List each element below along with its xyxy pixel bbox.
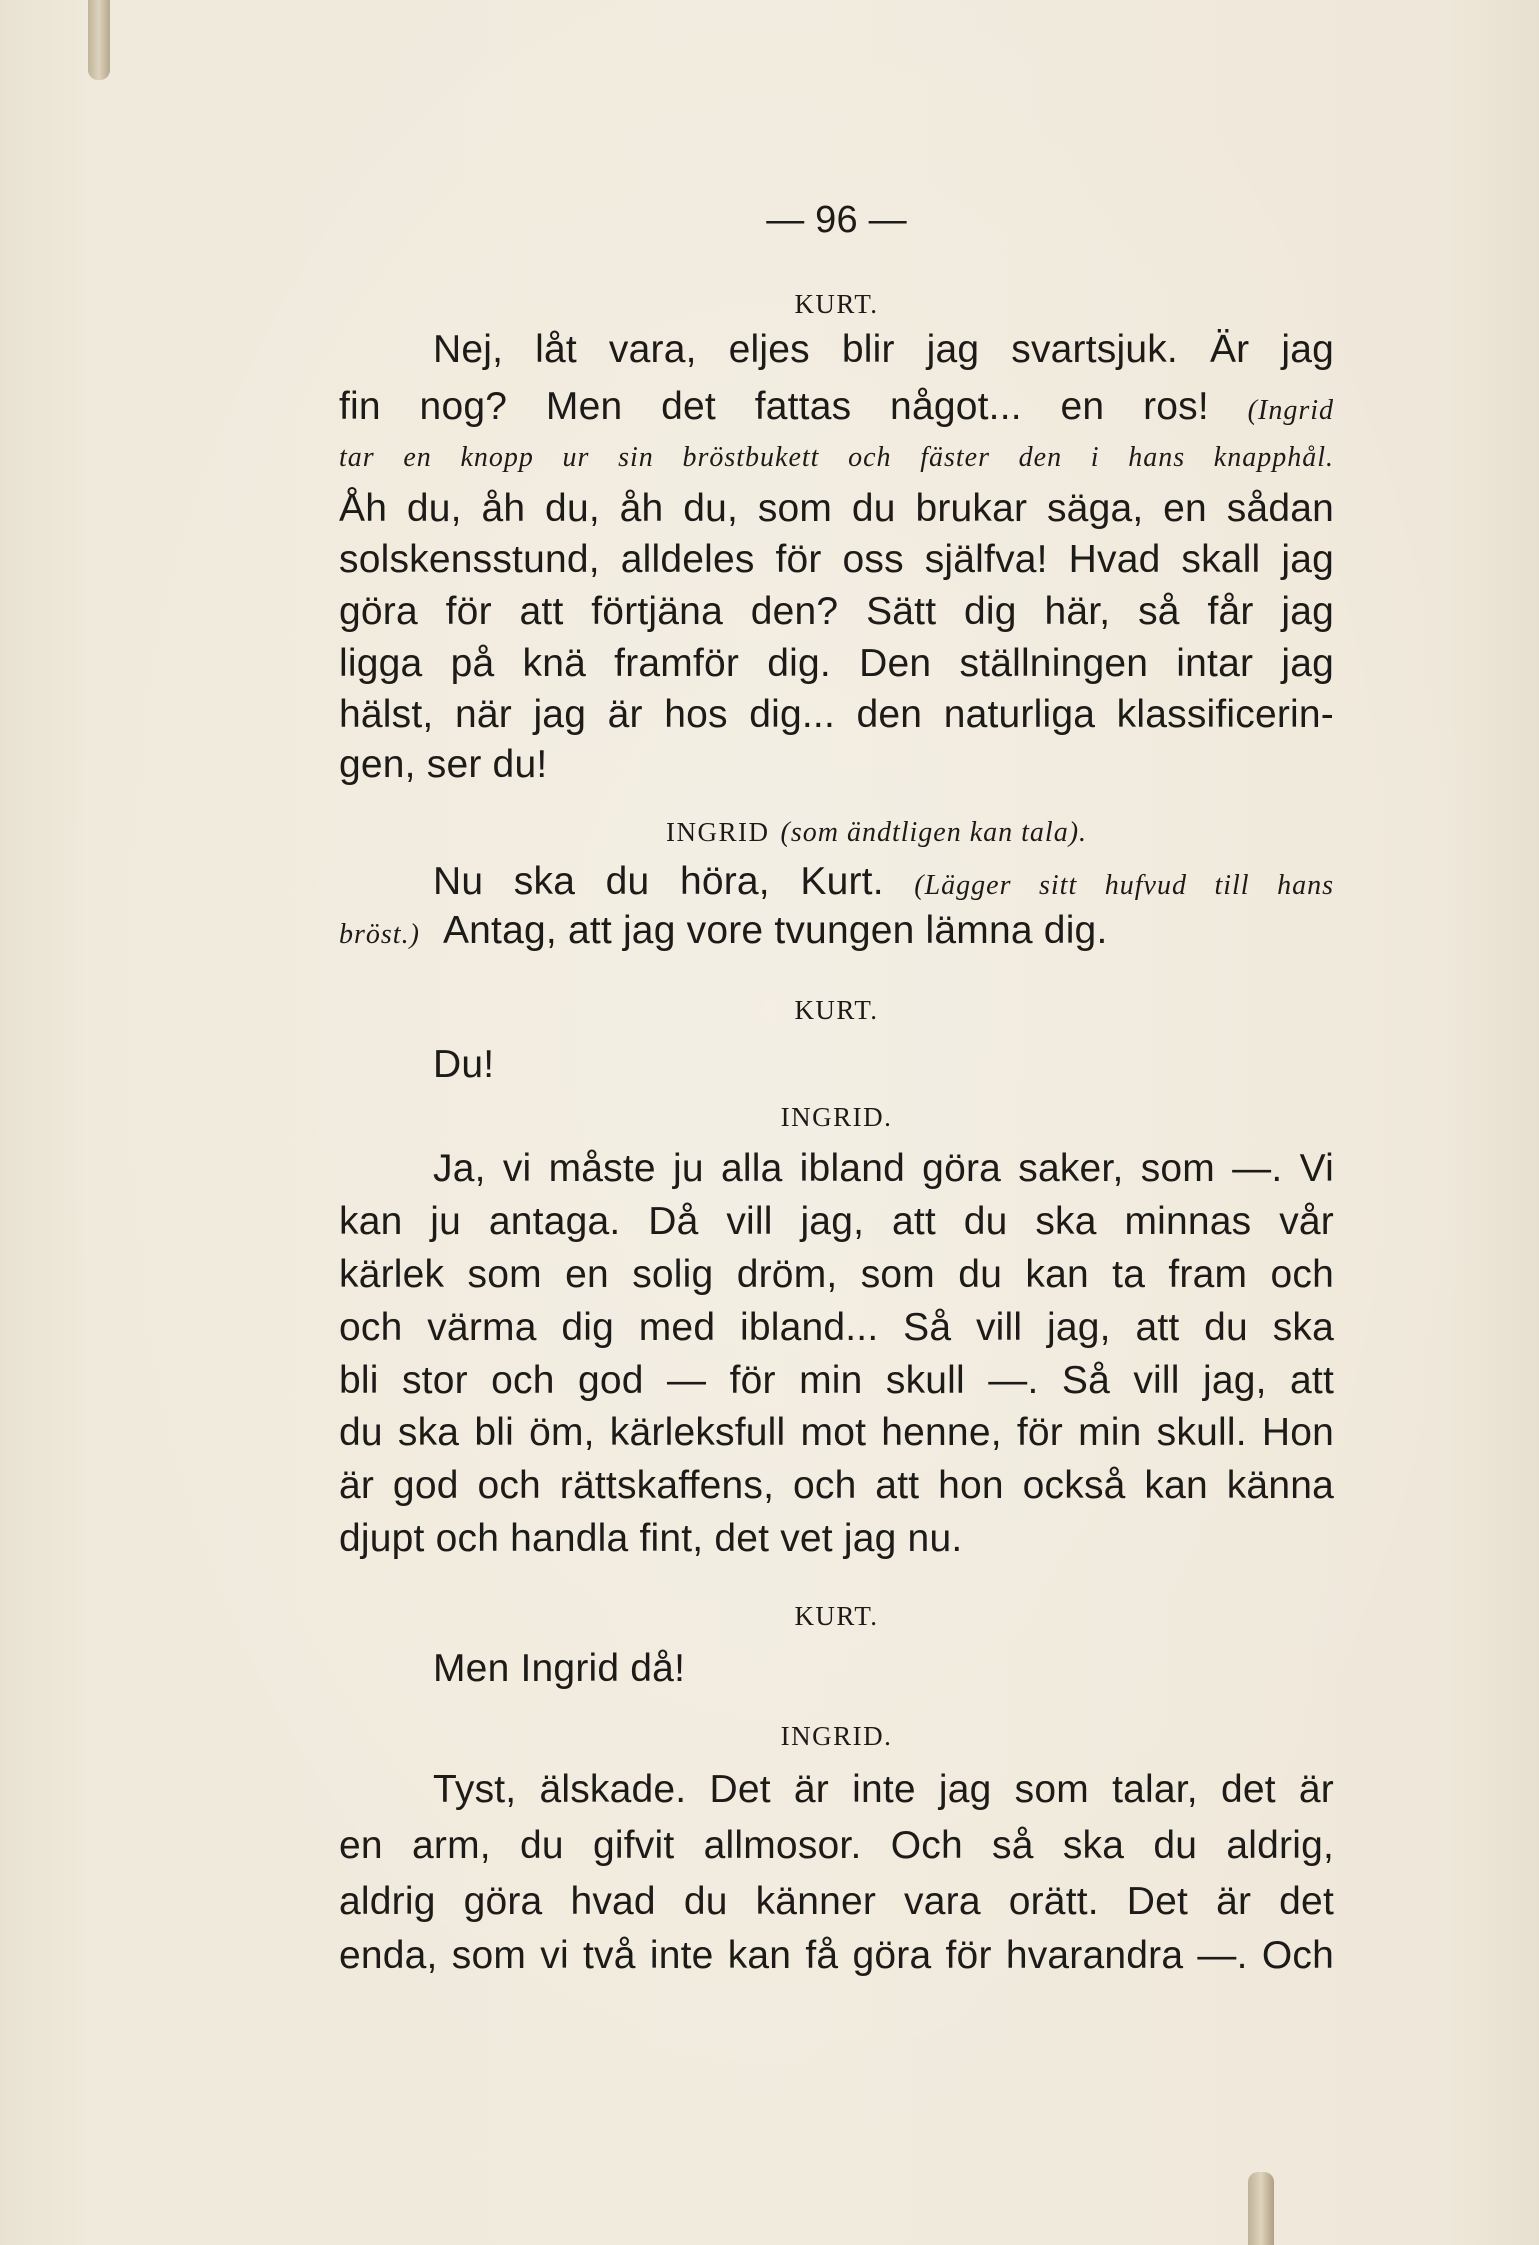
stage-direction: (Ingrid (1247, 395, 1334, 426)
dialogue-text: fin nog? Men det fattas något... en ros! (339, 385, 1209, 428)
dialogue-line: bli stor och god — för min skull —. Så vill jag, att (339, 1359, 1334, 1402)
dialogue-line: aldrig göra hvad du känner vara orätt. Det är det (339, 1880, 1334, 1923)
dialogue-line: kan ju antaga. Då vill jag, att du ska minnas vår (339, 1200, 1334, 1243)
dialogue-line: göra för att förtjäna den? Sätt dig här, så får jag (339, 590, 1334, 633)
dialogue-line (339, 907, 1334, 959)
dialogue-line: kärlek som en solig dröm, som du kan ta fram och (339, 1253, 1334, 1296)
dialogue-line: hälst, när jag är hos dig... den naturliga klassificerin- (339, 693, 1334, 736)
dialogue-line: du ska bli öm, kärleksfull mot henne, för min skull. Hon (339, 1411, 1334, 1454)
dialogue-line: Men Ingrid då! (433, 1647, 686, 1690)
dialogue-line: Nej, låt vara, eljes blir jag svartsjuk. Är jag (433, 328, 1334, 371)
dialogue-line: Du! (433, 1043, 495, 1086)
stage-direction: tar en knopp ur sin bröstbukett och fäster den i hans knapphål. (339, 442, 1334, 473)
speaker-ingrid: INGRID (665, 817, 770, 847)
speaker-ingrid: INGRID. (780, 1721, 893, 1751)
dialogue-line (433, 858, 1334, 910)
dialogue-line (339, 383, 1334, 435)
dialogue-line: gen, ser du! (339, 743, 548, 786)
dialogue-line: enda, som vi två inte kan få göra för hvarandra —. Och (339, 1934, 1334, 1977)
page-number: — 96 — (766, 199, 907, 241)
stage-direction: (Lägger sitt hufvud till hans (914, 870, 1334, 901)
dialogue-line: solskensstund, alldeles för oss själfva! Hvad skall jag (339, 538, 1334, 581)
dialogue-line: Tyst, älskade. Det är inte jag som talar, det är (433, 1768, 1334, 1811)
dialogue-text: Nu ska du höra, Kurt. (433, 860, 884, 903)
speaker-ingrid-with-direction (419, 805, 1334, 857)
dialogue-line: ligga på knä framför dig. Den ställningen intar jag (339, 642, 1334, 685)
page-tab-top (88, 0, 110, 80)
dialogue-line: och värma dig med ibland... Så vill jag, att du ska (339, 1306, 1334, 1349)
dialogue-line: Åh du, åh du, åh du, som du brukar säga, en sådan (339, 487, 1334, 530)
stage-direction: (som ändtligen kan tala). (780, 817, 1088, 848)
text-body (339, 0, 1334, 2245)
dialogue-line: är god och rättskaffens, och att hon också kan känna (339, 1464, 1334, 1507)
speaker-ingrid: INGRID. (780, 1102, 893, 1132)
dialogue-text: Antag, att jag vore tvungen lämna dig. (442, 909, 1108, 952)
dialogue-line: en arm, du gifvit allmosor. Och så ska du aldrig, (339, 1824, 1334, 1867)
dialogue-line: djupt och handla fint, det vet jag nu. (339, 1517, 963, 1560)
speaker-kurt: KURT. (794, 1601, 879, 1631)
stage-direction: bröst.) (339, 919, 420, 950)
speaker-kurt: KURT. (794, 289, 879, 319)
dialogue-line: Ja, vi måste ju alla ibland göra saker, som —. Vi (433, 1147, 1334, 1190)
speaker-kurt: KURT. (794, 995, 879, 1025)
